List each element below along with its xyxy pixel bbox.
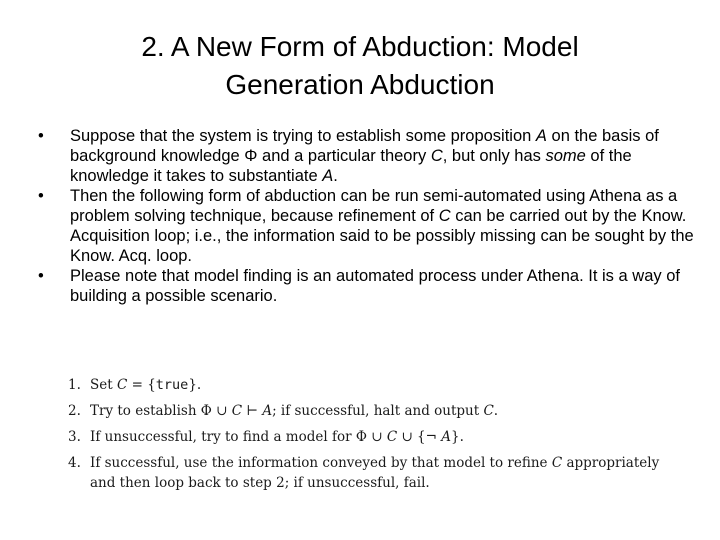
step-number: 2. <box>68 403 81 419</box>
bullet-text-part: Then the following form of abduction can be run semi-automated using Athena as a problem solving technique, because refinement of <box>70 187 678 225</box>
math-variable: C <box>551 455 563 471</box>
algorithm-step <box>68 450 688 493</box>
step-text-part: Set <box>90 377 117 393</box>
bullet-marker: • <box>38 187 44 205</box>
step-text <box>90 424 688 450</box>
title-line-1: 2. A New Form of Abduction: Model <box>141 31 579 62</box>
step-text-part: If successful, use the information conveyed by that model to refine <box>90 455 552 471</box>
algorithm-steps <box>68 372 688 493</box>
bullet-text-part: Suppose that the system is trying to establish some proposition <box>70 127 536 145</box>
step-text-part: ∪ {¬ <box>397 429 442 445</box>
algorithm-step <box>68 424 688 450</box>
bullet-list <box>38 126 698 306</box>
math-variable: A <box>262 403 273 419</box>
title-line-2: Generation Abduction <box>225 69 495 100</box>
step-number: 3. <box>68 429 81 445</box>
step-text-part: appropriately and then loop back to step 2; if unsuccessful, fail. <box>90 455 660 491</box>
step-text-part: . <box>493 403 499 419</box>
math-variable: C <box>483 403 494 419</box>
math-variable: A <box>441 429 451 445</box>
step-number: 1. <box>68 377 81 393</box>
code-literal: true <box>155 377 189 393</box>
bullet-item <box>38 266 698 306</box>
step-number: 4. <box>68 455 81 471</box>
bullet-text: Please note that model finding is an automated process under Athena. It is a way of building a possible scenario. <box>70 267 680 305</box>
step-text-part: ⊢ <box>242 403 263 419</box>
bullet-text-part: on the basis of background knowledge Φ and a particular theory <box>70 127 659 165</box>
slide-title <box>40 28 680 104</box>
step-text-part: = { <box>127 377 156 393</box>
bullet-text-part: of the knowledge it takes to substantiate <box>70 147 632 185</box>
algorithm-step <box>68 372 688 398</box>
step-text <box>90 450 688 493</box>
bullet-item <box>38 186 698 266</box>
math-variable: C <box>438 207 451 225</box>
step-text-part: }. <box>451 429 464 445</box>
bullet-text-part: , but only has <box>442 147 546 165</box>
math-variable: C <box>116 377 128 393</box>
bullet-marker: • <box>38 127 44 145</box>
bullet-marker: • <box>38 267 44 285</box>
math-variable: C <box>231 403 243 419</box>
bullet-text-part: . <box>333 167 338 185</box>
algorithm-step <box>68 398 688 424</box>
bullet-item <box>38 126 698 186</box>
bullet-text <box>70 126 698 186</box>
emphasis-text: some <box>545 147 586 165</box>
step-text-part: Try to establish Φ ∪ <box>90 403 232 419</box>
bullet-text <box>70 186 698 266</box>
math-variable: A <box>535 127 547 145</box>
step-text-part: ; if successful, halt and output <box>272 403 484 419</box>
step-text-part: If unsuccessful, try to find a model for Φ ∪ <box>90 429 387 445</box>
math-variable: C <box>430 147 443 165</box>
step-text-part: }. <box>188 377 202 393</box>
step-text <box>90 398 688 424</box>
step-text <box>90 372 688 398</box>
bullet-text-part: can be carried out by the Know. Acquisition loop; i.e., the information said to be possibly missing can be sought by the Know. Acq. loop. <box>70 207 694 265</box>
math-variable: A <box>322 167 334 185</box>
math-variable: C <box>386 429 398 445</box>
